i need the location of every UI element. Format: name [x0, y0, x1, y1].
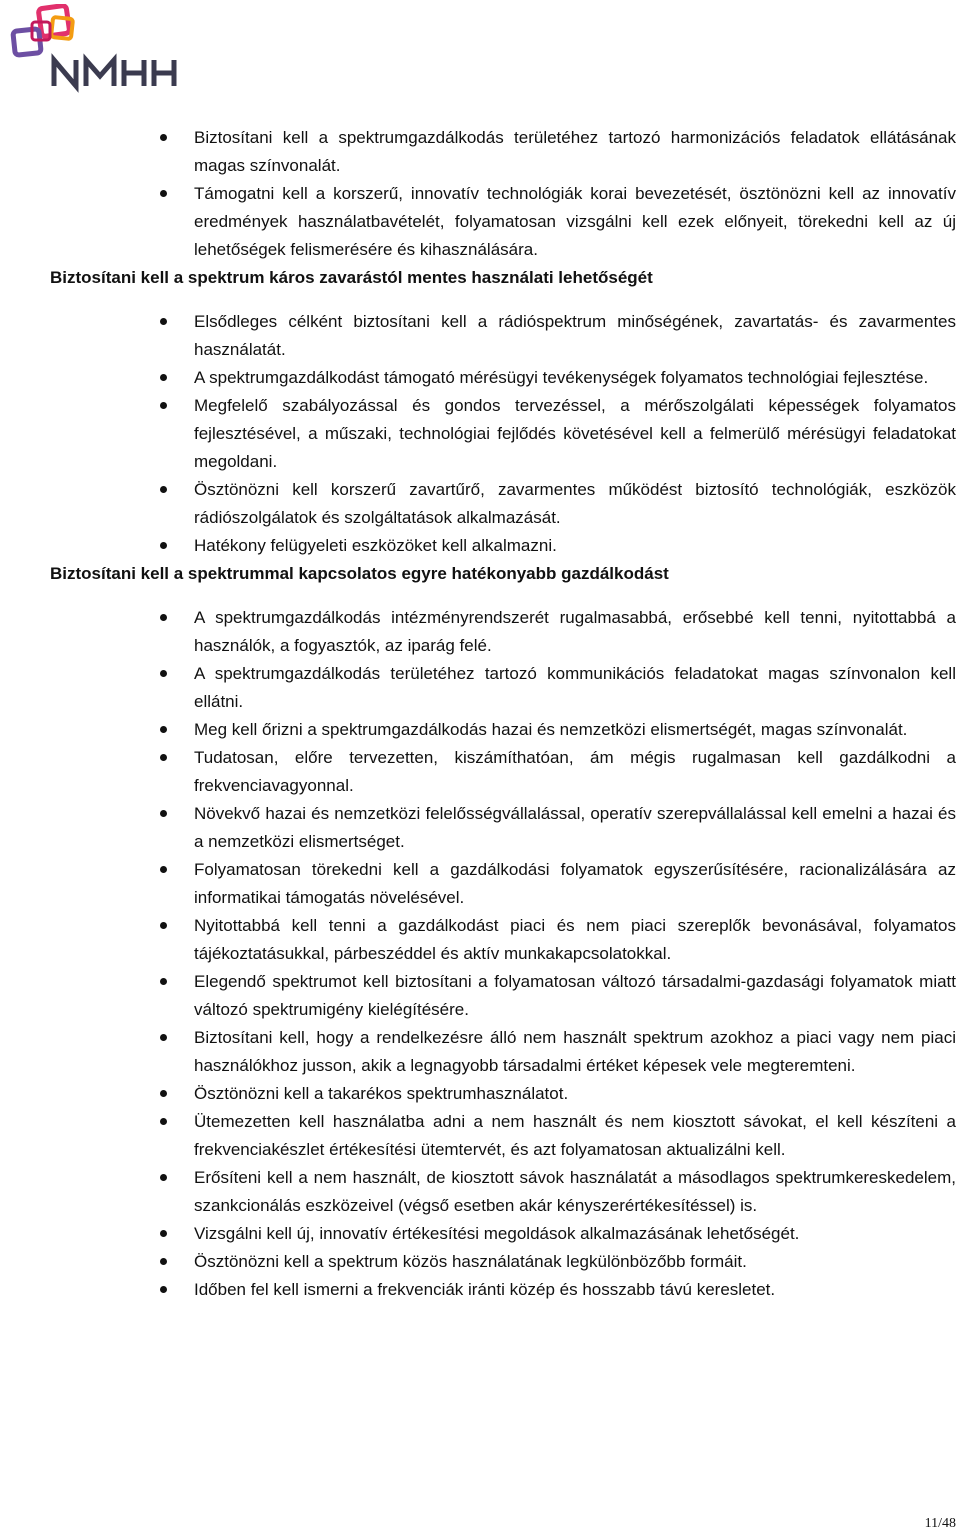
list-item: Biztosítani kell a spektrumgazdálkodás területéhez tartozó harmonizációs feladatok ellátásának magas színvonalát.: [50, 124, 956, 180]
list-item: Ösztönözni kell korszerű zavartűrő, zavarmentes működést biztosító technológiák, eszközök rádiószolgálatok és szolgáltatások alkalmazását.: [50, 476, 956, 532]
list-item: Elegendő spektrumot kell biztosítani a folyamatosan változó társadalmi-gazdasági folyamatok miatt változó spektrumigény kielégítésére.: [50, 968, 956, 1024]
list-item: Elsődleges célként biztosítani kell a rádióspektrum minőségének, zavartatás- és zavarmentes használatát.: [50, 308, 956, 364]
list-item: A spektrumgazdálkodást támogató mérésügyi tevékenységek folyamatos technológiai fejlesztése.: [50, 364, 956, 392]
list-item: Hatékony felügyeleti eszközöket kell alkalmazni.: [50, 532, 956, 560]
list-item: Erősíteni kell a nem használt, de kiosztott sávok használatát a másodlagos spektrumkereskedelem, szankcionálás eszközeivel (végső esetben akár kényszerértékesítéssel) is.: [50, 1164, 956, 1220]
list-item: Ösztönözni kell a takarékos spektrumhasználatot.: [50, 1080, 956, 1108]
list-item: Támogatni kell a korszerű, innovatív technológiák korai bevezetését, ösztönözni kell az innovatív eredmények használatbavételét, folyamatosan vizsgálni kell ezek előnyeit, törekedni kell az új lehetőségek felismerésére és kihasználására.: [50, 180, 956, 264]
intro-bullet-list: [50, 124, 956, 264]
list-item: Időben fel kell ismerni a frekvenciák iránti közép és hosszabb távú keresletet.: [50, 1276, 956, 1304]
document-body: [50, 124, 956, 1304]
management-bullet-list: [50, 604, 956, 1304]
list-item: Biztosítani kell, hogy a rendelkezésre álló nem használt spektrum azokhoz a piaci vagy nem piaci használókhoz jusson, akik a legnagyobb társadalmi értéket képesek vele megteremteni.: [50, 1024, 956, 1080]
list-item: A spektrumgazdálkodás területéhez tartozó kommunikációs feladatokat magas színvonalon kell ellátni.: [50, 660, 956, 716]
list-item: Ösztönözni kell a spektrum közös használatának legkülönbözőbb formáit.: [50, 1248, 956, 1276]
list-item: Ütemezetten kell használatba adni a nem használt és nem kiosztott sávokat, el kell készíteni a frekvenciakészlet értékesítési ütemtervét, és azt folyamatosan aktualizálni kell.: [50, 1108, 956, 1164]
list-item: Megfelelő szabályozással és gondos tervezéssel, a mérőszolgálati képességek folyamatos fejlesztésével, a műszaki, technológiai fejlődés követésével kell a felmerülő mérésügyi feladatokat megoldani.: [50, 392, 956, 476]
list-item: Nyitottabbá kell tenni a gazdálkodást piaci és nem piaci szereplők bevonásával, folyamatos tájékoztatásukkal, párbeszéddel és aktív munkakapcsolatokkal.: [50, 912, 956, 968]
page-number: 11/48: [924, 1516, 956, 1531]
nmhh-logo: [10, 4, 185, 96]
section-heading-management: Biztosítani kell a spektrummal kapcsolatos egyre hatékonyabb gazdálkodást: [50, 564, 669, 583]
list-item: A spektrumgazdálkodás intézményrendszerét rugalmasabbá, erősebbé kell tenni, nyitottabbá a használók, a fogyasztók, az iparág felé.: [50, 604, 956, 660]
list-item: Vizsgálni kell új, innovatív értékesítési megoldások alkalmazásának lehetőségét.: [50, 1220, 956, 1248]
list-item: Meg kell őrizni a spektrumgazdálkodás hazai és nemzetközi elismertségét, magas színvonalát.: [50, 716, 956, 744]
section-heading-interference: Biztosítani kell a spektrum káros zavarástól mentes használati lehetőségét: [50, 268, 653, 287]
list-item: Tudatosan, előre tervezetten, kiszámíthatóan, ám mégis rugalmasan kell gazdálkodni a frekvenciavagyonnal.: [50, 744, 956, 800]
interference-bullet-list: [50, 308, 956, 560]
list-item: Növekvő hazai és nemzetközi felelősségvállalással, operatív szerepvállalással kell emelni a hazai és a nemzetközi elismertséget.: [50, 800, 956, 856]
list-item: Folyamatosan törekedni kell a gazdálkodási folyamatok egyszerűsítésére, racionalizálására az informatikai támogatás növelésével.: [50, 856, 956, 912]
